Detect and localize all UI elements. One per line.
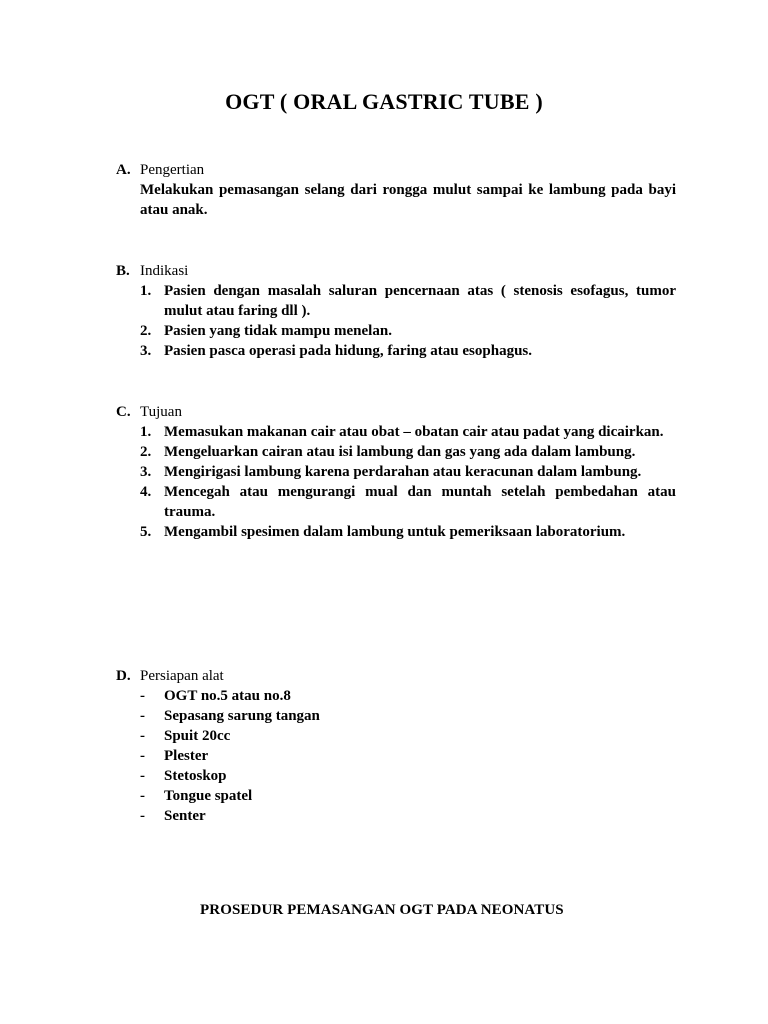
section-title: Tujuan (140, 404, 182, 420)
section-letter: A. (116, 162, 131, 178)
item-text: Mengirigasi lambung karena perdarahan atau keracunan dalam lambung. (164, 464, 642, 480)
item-text: Mengambil spesimen dalam lambung untuk pemeriksaan laboratorium. (164, 524, 626, 540)
numbered-list (140, 422, 676, 542)
list-item (140, 786, 676, 806)
dash-bullet: - (140, 808, 145, 824)
item-text: Sepasang sarung tangan (164, 708, 320, 724)
item-number: 5. (140, 524, 152, 540)
list-item (140, 766, 676, 786)
item-number: 2. (140, 323, 152, 339)
list-item (140, 462, 676, 482)
item-text: Tongue spatel (164, 788, 253, 804)
list-item (140, 706, 676, 726)
dash-bullet: - (140, 788, 145, 804)
list-item (140, 341, 676, 361)
item-number: 3. (140, 343, 152, 359)
dash-bullet: - (140, 708, 145, 724)
dash-bullet: - (140, 688, 145, 704)
dash-bullet: - (140, 728, 145, 744)
section-heading (116, 160, 676, 180)
section-heading (116, 666, 676, 686)
item-number: 1. (140, 283, 152, 299)
item-text: Stetoskop (164, 768, 227, 784)
section-heading (116, 402, 676, 422)
list-item (140, 281, 676, 321)
list-item (140, 522, 676, 542)
list-item (140, 321, 676, 341)
page-title: OGT ( ORAL GASTRIC TUBE ) (225, 89, 543, 114)
list-item (140, 686, 676, 706)
item-number: 3. (140, 464, 152, 480)
section-tujuan (116, 402, 676, 542)
list-item (140, 482, 676, 522)
section-title: Persiapan alat (140, 668, 224, 684)
dash-bullet: - (140, 748, 145, 764)
section-indikasi (116, 261, 676, 361)
section-letter: D. (116, 668, 131, 684)
section-title: Pengertian (140, 162, 205, 178)
numbered-list (140, 281, 676, 361)
list-item (140, 746, 676, 766)
section-letter: C. (116, 404, 131, 420)
item-text: Spuit 20cc (164, 728, 231, 744)
item-text: Plester (164, 748, 209, 764)
section-pengertian (116, 160, 676, 220)
list-item (140, 806, 676, 826)
item-text: Mencegah atau mengurangi mual dan muntah setelah pembedahan atau trauma. (164, 484, 676, 520)
item-number: 2. (140, 444, 152, 460)
section-persiapan-alat (116, 666, 676, 826)
section-title: Indikasi (140, 263, 189, 279)
list-item (140, 726, 676, 746)
section-heading (116, 261, 676, 281)
item-text: Pasien yang tidak mampu menelan. (164, 323, 392, 339)
item-text: Senter (164, 808, 206, 824)
item-text: OGT no.5 atau no.8 (164, 688, 291, 704)
section-paragraph: Melakukan pemasangan selang dari rongga mulut sampai ke lambung pada bayi atau anak. (140, 182, 676, 218)
item-number: 1. (140, 424, 152, 440)
tools-list (140, 686, 676, 826)
item-text: Memasukan makanan cair atau obat – obatan cair atau padat yang dicairkan. (164, 424, 664, 440)
item-number: 4. (140, 484, 152, 500)
item-text: Mengeluarkan cairan atau isi lambung dan gas yang ada dalam lambung. (164, 444, 636, 460)
list-item (140, 442, 676, 462)
dash-bullet: - (140, 768, 145, 784)
list-item (140, 422, 676, 442)
procedure-heading: PROSEDUR PEMASANGAN OGT PADA NEONATUS (200, 902, 564, 918)
item-text: Pasien pasca operasi pada hidung, faring atau esophagus. (164, 343, 532, 359)
section-letter: B. (116, 263, 130, 279)
item-text: Pasien dengan masalah saluran pencernaan atas ( stenosis esofagus, tumor mulut atau faring dll ). (164, 283, 676, 319)
